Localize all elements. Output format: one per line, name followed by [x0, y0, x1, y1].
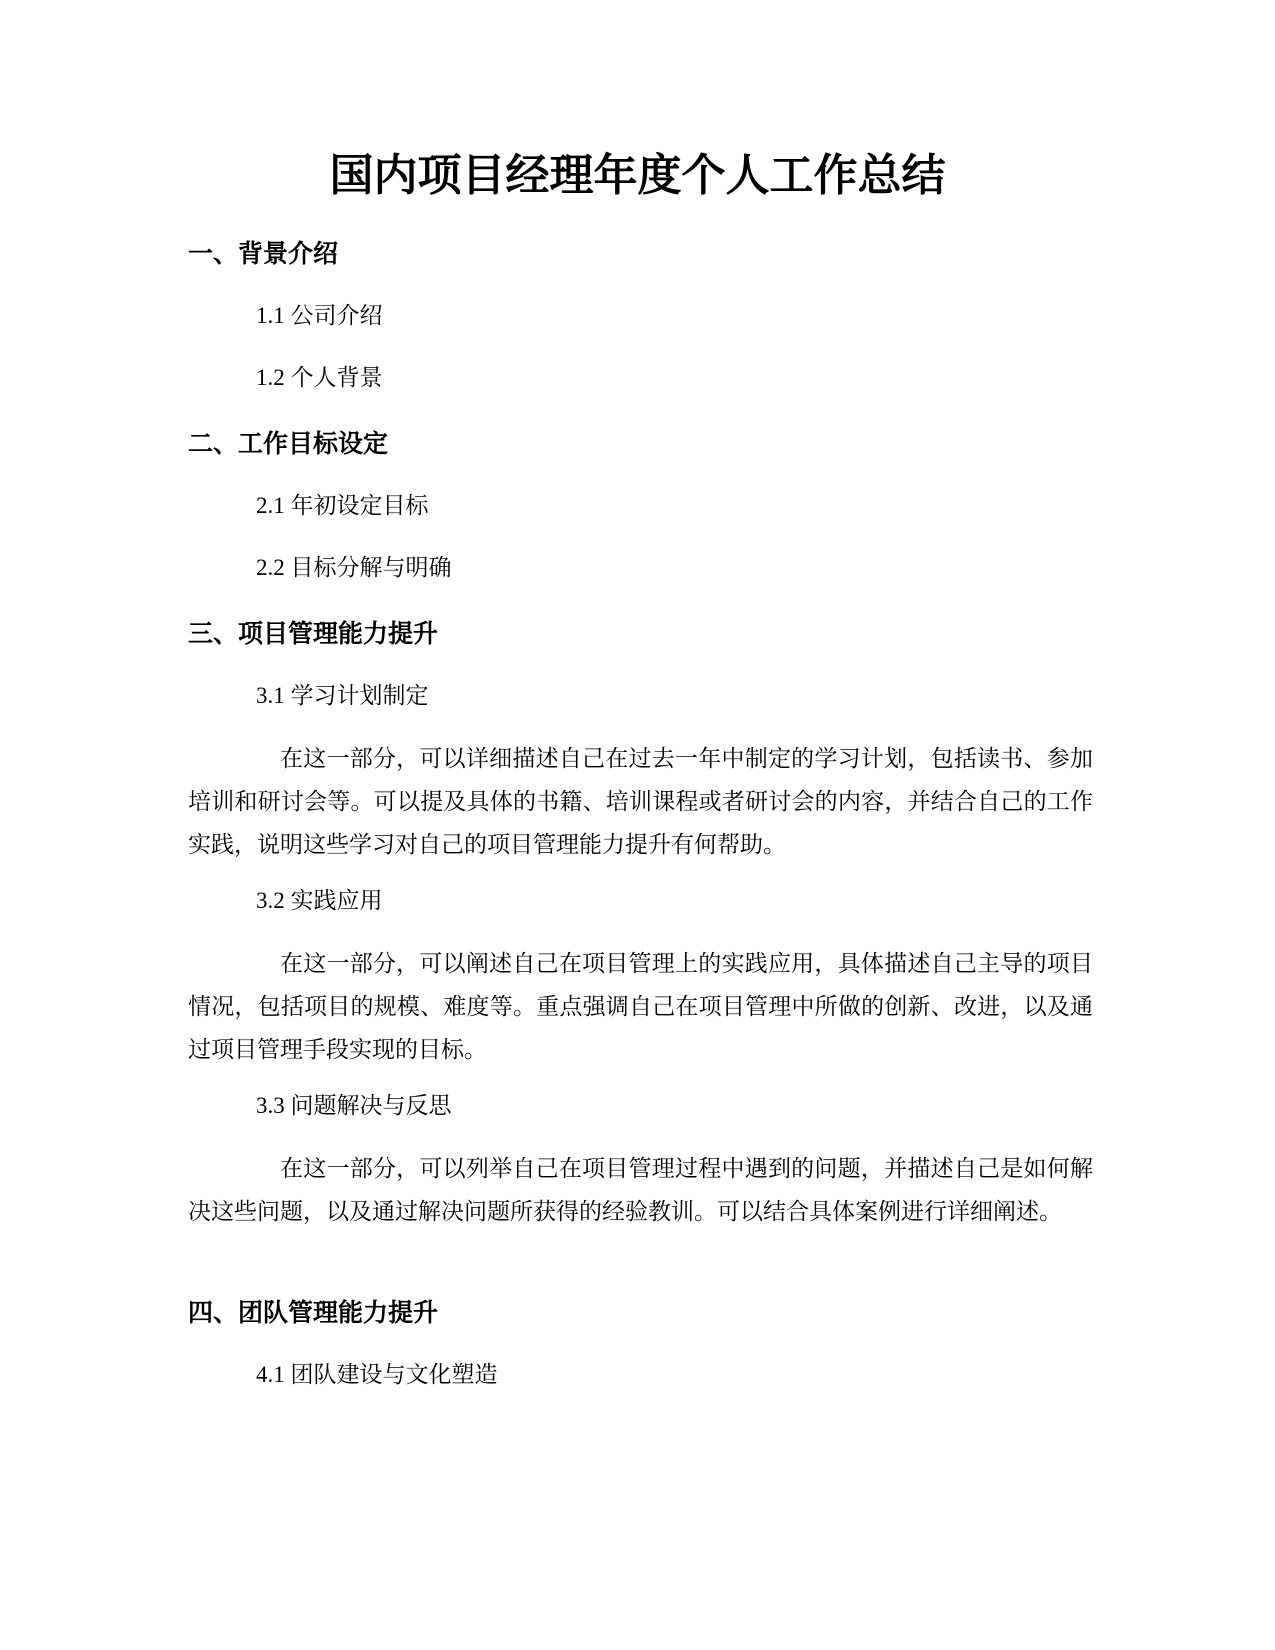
- paragraph-problem-solving: 在这一部分，可以列举自己在项目管理过程中遇到的问题，并描述自己是如何解决这些问题，以及通过解决问题所获得的经验教训。可以结合具体案例进行详细阐述。: [188, 1156, 1093, 1224]
- section-heading-team-mgmt: 四、团队管理能力提升: [188, 1298, 439, 1327]
- paragraph-practice: 在这一部分，可以阐述自己在项目管理上的实践应用，具体描述自己主导的项目情况，包括项目的规模、难度等。重点强调自己在项目管理中所做的创新、改进，以及通过项目管理手段实现的目标。: [188, 951, 1093, 1062]
- subsection-heading-company: 1.1 公司介绍: [256, 303, 383, 328]
- subsection-heading-study-plan: 3.1 学习计划制定: [256, 683, 429, 708]
- subsection-heading-team-building: 4.1 团队建设与文化塑造: [256, 1362, 498, 1387]
- document-title: 国内项目经理年度个人工作总结: [329, 150, 946, 201]
- section-heading-project-mgmt: 三、项目管理能力提升: [188, 619, 439, 648]
- subsection-heading-practice: 3.2 实践应用: [256, 888, 383, 913]
- subsection-heading-personal: 1.2 个人背景: [256, 365, 383, 390]
- section-heading-goals: 二、工作目标设定: [188, 429, 389, 458]
- subsection-heading-initial-goals: 2.1 年初设定目标: [256, 493, 429, 518]
- section-heading-background: 一、背景介绍: [188, 239, 339, 268]
- paragraph-study-plan: 在这一部分，可以详细描述自己在过去一年中制定的学习计划，包括读书、参加培训和研讨会等。可以提及具体的书籍、培训课程或者研讨会的内容，并结合自己的工作实践，说明这些学习对自己的项目管理能力提升有何帮助。: [188, 746, 1093, 857]
- subsection-heading-goal-breakdown: 2.2 目标分解与明确: [256, 555, 452, 580]
- subsection-heading-problem-solving: 3.3 问题解决与反思: [256, 1093, 452, 1118]
